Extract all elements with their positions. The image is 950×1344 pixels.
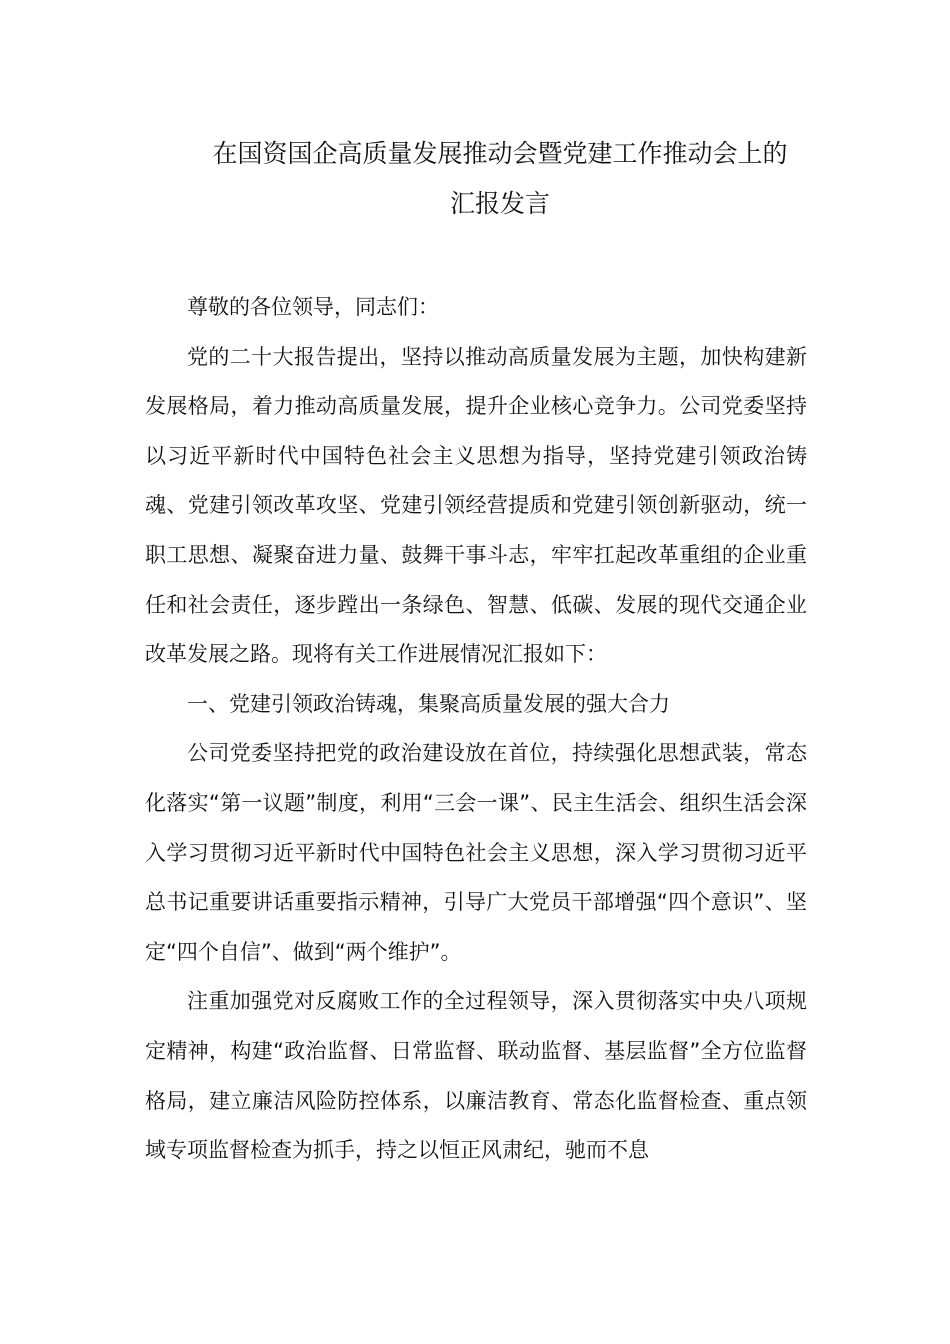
document-title-line-1: 在国资国企高质量发展推动会暨党建工作推动会上的 (212, 139, 788, 168)
paragraph-intro: 党的二十大报告提出，坚持以推动高质量发展为主题，加快构建新发展格局，着力推动高质量发展，提升企业核心竞争力。公司党委坚持以习近平新时代中国特色社会主义思想为指导，坚持党建引领政治铸魂、党建引领改革攻坚、党建引领经营提质和党建引领创新驱动，统一职工思想、凝聚奋进力量、鼓舞干事斗志，牢牢扛起改革重组的企业重任和社会责任，逐步蹚出一条绿色、智慧、低碳、发展的现代交通企业改革发展之路。现将有关工作进展情况汇报如下： (145, 344, 807, 667)
paragraph-anticorruption: 注重加强党对反腐败工作的全过程领导，深入贯彻落实中央八项规定精神，构建“政治监督、日常监督、联动监督、基层监督”全方位监督格局，建立廉洁风险防控体系，以廉洁教育、常态化监督检查、重点领域专项监督检查为抓手，持之以恒正风肃纪，驰而不息 (145, 989, 807, 1163)
section-heading-1: 一、党建引领政治铸魂，集聚高质量发展的强大合力 (187, 691, 670, 716)
salutation: 尊敬的各位领导，同志们： (187, 295, 439, 319)
document-body (145, 283, 807, 1176)
paragraph-political: 公司党委坚持把党的政治建设放在首位，持续强化思想武装，常态化落实“第一议题”制度，利用“三会一课”、民主生活会、组织生活会深入学习贯彻习近平新时代中国特色社会主义思想，深入学习贯彻习近平总书记重要讲话重要指示精神，引导广大党员干部增强“四个意识”、坚定“四个自信”、做到“两个维护”。 (145, 741, 807, 964)
document-title-line-2: 汇报发言 (449, 189, 550, 218)
